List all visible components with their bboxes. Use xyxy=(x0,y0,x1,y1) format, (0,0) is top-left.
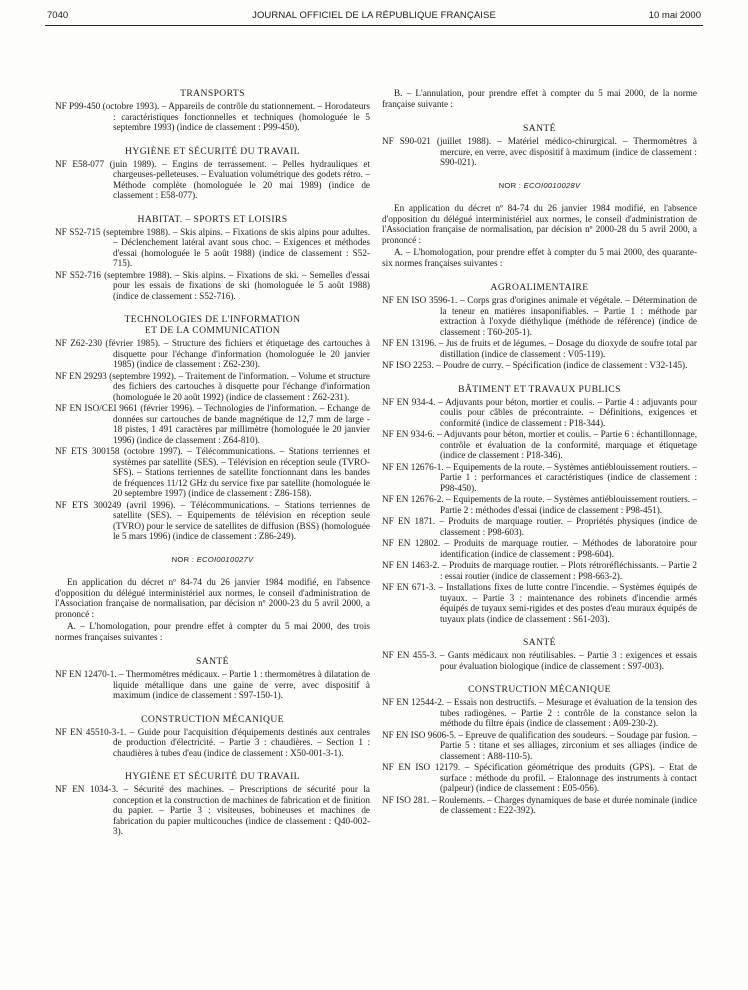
section-title: AGROALIMENTAIRE xyxy=(490,282,589,293)
section-title: HABITAT. – SPORTS ET LOISIRS xyxy=(137,213,288,225)
section-title: CONSTRUCTION MÉCANIQUE xyxy=(468,684,611,695)
section-title: TECHNOLOGIES DE L'INFORMATION xyxy=(124,314,301,325)
norm-entry: NF EN ISO 3596-1. – Corps gras d'origines animale et végétale. – Détermination de la teneur en matières insaponifiables. – Partie 1 : méthode par extraction à l'oxyde diéthylique (méthode de référence) (indice de classement : T60-205-1). xyxy=(382,295,697,337)
section-title: SANTÉ xyxy=(523,637,556,648)
paragraph: En application du décret nº 84-74 du 26 janvier 1984 modifié, en l'absence d'opposition du délégué interministériel aux normes, le conseil d'administration de l'Association française de normalisation, par décision nº 2000-23 du 5 avril 2000, a prononcé : xyxy=(55,577,370,619)
norm-entry: NF EN 934-6. – Adjuvants pour béton, mortier et coulis. – Partie 6 : échantillonnage, contrôle et évaluation de la conformité, marquage et étiquetage (indice de classement : P18-346). xyxy=(382,429,697,460)
norm-entry: NF EN 29293 (septembre 1992). – Traitement de l'information. – Volume et structure des fichiers des cartouches à disquette pour l'échange d'information (homologuée le 20 août 1992) (indice de classement : Z62-231). xyxy=(55,370,370,402)
header-rule xyxy=(45,25,703,26)
norm-entry: NF S52-715 (septembre 1988). – Skis alpins. – Fixations de skis alpins pour adultes. – Déclenchement latéral avant sous choc. – Exigences et méthodes d'essai (homologuée le 5 août 1988) (indice de classement : S52-715). xyxy=(55,226,370,268)
norm-entry: NF EN 45510-3-1. – Guide pour l'acquisition d'équipements destinés aux centrales de production d'électricité. – Partie 3 : chaudières. – Section 1 : chaudières à tubes d'eau (indice de classement : X50-001-3-1). xyxy=(55,726,370,758)
section-title: ET DE LA COMMUNICATION xyxy=(144,325,281,336)
section-title: HYGIÈNE ET SÉCURITÉ DU TRAVAIL xyxy=(125,771,300,782)
paragraph: A. – L'homologation, pour prendre effet à compter du 5 mai 2000, des trois normes françaises suivantes : xyxy=(55,621,370,642)
norm-entry: NF EN ISO 9606-5. – Epreuve de qualification des soudeurs. – Soudage par fusion. – Partie 5 : titane et ses alliages, zirconium et ses alliages (indice de classement : A88-110-5). xyxy=(382,729,697,761)
paragraph: A. – L'homologation, pour prendre effet à compter du 5 mai 2000, des quarante-six normes françaises suivantes : xyxy=(382,247,697,268)
nor-reference: NOR : ECOI0010027V xyxy=(171,554,254,564)
norm-entry: NF EN 12470-1. – Thermomètres médicaux. – Partie 1 : thermomètres à dilatation de liquide métallique dans une gaine de verre, avec dispositif à maximum (indice de classement : S97-150-1). xyxy=(55,669,370,700)
section-title: HYGIÈNE ET SÉCURITÉ DU TRAVAIL xyxy=(125,145,300,157)
norm-entry: NF P99-450 (octobre 1993). – Appareils de contrôle du stationnement. – Horodateurs : caractéristiques fonctionnelles et techniques (homologuée le 5 septembre 1993) (indice de classement : P99-450). xyxy=(55,101,370,132)
norm-entry: NF EN 1034-3. – Sécurité des machines. – Prescriptions de sécurité pour la conception et la construction de machines de fabrication et de finition du papier. – Partie 3 : visiteuses, bobineuses et machines de fabrication du papier multicouches (indice de classement : Q40-002-3). xyxy=(55,784,370,836)
norm-entry: NF ISO 281. – Roulements. – Charges dynamiques de base et durée nominale (indice de classement : E22-392). xyxy=(382,794,697,815)
page-header xyxy=(0,10,748,24)
norm-entry: NF EN 671-3. – Installations fixes de lutte contre l'incendie. – Systèmes équipés de tuyaux. – Partie 3 : maintenance des robinets d'incendie armés équipés de tuyaux semi-rigides et des postes d'eau muraux équipés de tuyaux plats (indice de classement : S61-203). xyxy=(382,582,697,624)
right-column xyxy=(382,88,697,817)
section-title: SANTÉ xyxy=(196,656,229,667)
section-title: CONSTRUCTION MÉCANIQUE xyxy=(141,713,284,725)
norm-entry: NF EN ISO/CEI 9661 (février 1996). – Technologies de l'information. – Echange de données sur cartouches de bande magnétique de 12,7 mm de large - 18 pistes, 1 491 caractères par millimètre (homologuée le 20 janvier 1996) (indice de classement : Z64-810). xyxy=(55,403,370,445)
paragraph: B. – L'annulation, pour prendre effet à compter du 5 mai 2000, de la norme française suivante : xyxy=(382,88,697,109)
norm-entry: NF S90-021 (juillet 1988). – Matériel médico-chirurgical. – Thermomètres à mercure, en verre, avec dispositif à maximum (indice de classement : S90-021). xyxy=(382,136,697,167)
section-title: TRANSPORTS xyxy=(180,88,245,99)
left-column xyxy=(55,88,370,838)
norm-entry: NF EN 12802. – Produits de marquage routier. – Méthodes de laboratoire pour identification (indice de classement : P98-604). xyxy=(382,538,697,559)
section-title: BÂTIMENT ET TRAVAUX PUBLICS xyxy=(458,383,621,395)
norm-entry: NF EN 12676-1. – Equipements de la route. – Systèmes antiéblouissement routiers. – Partie 1 : performances et caractéristiques (indice de classement : P98-450). xyxy=(382,461,697,493)
nor-reference: NOR : ECOI0010028V xyxy=(498,180,581,190)
norm-entry: NF ETS 300249 (avril 1996). – Télécommunications. – Stations terriennes de satellite (SES). – Equipements de télévision en réception seule (TVRO) pour le service de satellites de diffusion (BSS) (homologuée le 5 mars 1996) (indice de classement : Z86-249). xyxy=(55,499,370,541)
norm-entry: NF S52-716 (septembre 1988). – Skis alpins. – Fixations de ski. – Semelles d'essai pour les essais de fixations de ski (homologuée le 5 août 1988) (indice de classement : S52-716). xyxy=(55,269,370,301)
norm-entry: NF EN ISO 12179. – Spécification géométrique des produits (GPS). – Etat de surface : méthode du profil. – Etalonnage des instruments à contact (palpeur) (indice de classement : E05-056). xyxy=(382,762,697,793)
norm-entry: NF EN 1871. – Produits de marquage routier. – Propriétés physiques (indice de classement : P98-603). xyxy=(382,516,697,537)
page-number: 7040 xyxy=(47,10,69,21)
issue-date: 10 mai 2000 xyxy=(648,10,701,21)
norm-entry: NF EN 934-4. – Adjuvants pour béton, mortier et coulis. – Partie 4 : adjuvants pour coulis pour câbles de précontrainte. – Définitions, exigences et conformité (indice de classement : P18-344). xyxy=(382,396,697,428)
norm-entry: NF EN 455-3. – Gants médicaux non réutilisables. – Partie 3 : exigences et essais pour évaluation biologique (indice de classement : S97-003). xyxy=(382,650,697,671)
norm-entry: NF E58-077 (juin 1989). – Engins de terrassement. – Pelles hydrauliques et chargeuses-pelleteuses. – Evaluation volumétrique des godets rétro. – Méthode complète (homologuée le 20 mai 1989) (indice de classement : E58-077). xyxy=(55,158,370,200)
norm-entry: NF ETS 300158 (octobre 1997). – Télécommunications. – Stations terriennes et systèmes par satellite (SES). – Télévision en réception seule (TVRO-SFS). – Stations terriennes de satellite fonctionnant dans les bandes de fréquences 11/12 GHz du service fixe par satellite (homologuée le 20 septembre 1997) (indice de classement : Z86-158). xyxy=(55,446,370,498)
norm-entry: NF Z62-230 (février 1985). – Structure des fichiers et étiquetage des cartouches à disquette pour l'échange d'information (homologuée le 20 janvier 1985) (indice de classement : Z62-230). xyxy=(55,338,370,369)
norm-entry: NF EN 13196. – Jus de fruits et de légumes. – Dosage du dioxyde de soufre total par distillation (indice de classement : V05-119). xyxy=(382,338,697,359)
norm-entry: NF EN 12544-2. – Essais non destructifs. – Mesurage et évaluation de la tension des tubes radiogènes. – Partie 2 : contrôle de la constance selon la méthode du filtre épais (indice de classement : A09-230-2). xyxy=(382,697,697,728)
norm-entry: NF EN 1463-2. – Produits de marquage routier. – Plots rétroréfléchissants. – Partie 2 : essai routier (indice de classement : P98-663-2). xyxy=(382,560,697,581)
journal-title: JOURNAL OFFICIEL DE LA RÉPUBLIQUE FRANÇAISE xyxy=(252,10,496,21)
norm-entry: NF EN 12676-2. – Equipements de la route. – Systèmes antiéblouissement routiers. – Partie 2 : méthodes d'essai (indice de classement : P98-451). xyxy=(382,494,697,515)
paragraph: En application du décret nº 84-74 du 26 janvier 1984 modifié, en l'absence d'opposition du délégué interministériel aux normes, le conseil d'administration de l'Association française de normalisation, par décision nº 2000-28 du 5 avril 2000, a prononcé : xyxy=(382,203,697,245)
norm-entry: NF ISO 2253. – Poudre de curry. – Spécification (indice de classement : V32-145). xyxy=(382,360,688,370)
section-title: SANTÉ xyxy=(523,123,556,134)
